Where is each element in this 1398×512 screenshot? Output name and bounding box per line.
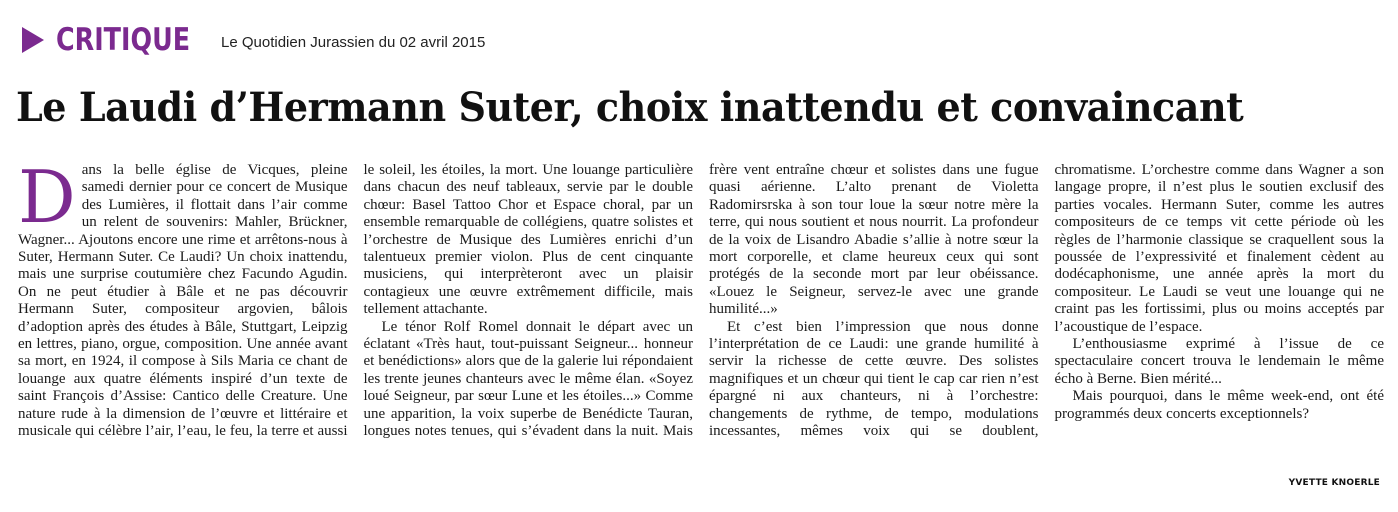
article-body (18, 155, 1384, 492)
article-paragraph: Et c’est bien l’impression que nous donne l’interprétation de ce Laudi: une grande humilité à servir la richesse de cette œuvre. Des solistes magnifiques et un chœur qui tient le cap car rien n’est épargné ni aux chanteurs, ni à l’orchestre: changements de rythme, de tempo, modulations incessantes, mêmes voix qui se doublent, chromatisme. L’orchestre comme dans Wagner a son langage propre, il n’est plus le soutien exclusif des parties vocales. Hermann Suter, comme les autres compositeurs de ce temps vit cette période où les règles de l’harmonie classique se craquellent sous la poussée de l’expressivité et finalement cèdent au dodécaphonisme, une année après la mort du compositeur. Le Laudi se veut une louange qui ne craint pas les fortissimi, plus ou moins acceptés par l’acoustique de l’espace. (709, 162, 1384, 440)
article-paragraph: Le ténor Rolf Romel donnait le départ avec un éclatant «Très haut, tout-puissant Seigneur... honneur et benédictions» alors que de la galerie lui répondaient les trente jeunes chanteurs avec le même élan. «Soyez loué Seigneur, par sœur Lune et les étoiles...» Comme une apparition, la voix superbe de Benédicte Tauran, longues notes tenues, qui s’évadent dans la nuit. Mais frère vent entraîne chœur et solistes dans une fugue quasi aérienne. L’alto prenant de Violetta Radomirsrska à son tour loue la sœur notre mère la terre, qui nous soutient et nous nourrit. La profondeur de la voix de Lisandro Abadie s’allie à notre sœur la mort corporelle, et clame heureux ceux qui sont protégés de la seconde mort par leur obéissance. «Louez le Seigneur, servez-le avec une grande humilité...» (363, 162, 1039, 440)
section-kicker (22, 22, 220, 58)
drop-cap: D (18, 155, 76, 239)
play-arrow-icon (22, 27, 44, 53)
article-headline: Le Laudi d’Hermann Suter, choix inattendu et convaincant (16, 84, 1244, 131)
article-paragraph: L’enthousiasme exprimé à l’issue de ce spectaculaire concert trouva le lendemain le même écho à Berne. Bien mérité... (1054, 336, 1384, 387)
publication-source: Le Quotidien Jurassien du 02 avril 2015 (221, 34, 486, 51)
byline: YVETTE KNOERLE (1288, 478, 1380, 488)
paragraph-text: ans la belle église de Vicques, pleine samedi dernier pour ce concert de Musique des Lumières, il flottait dans l’air comme un relent de souvenirs: Mahler, Brückner, Wagner... Ajoutons encore une rime et arrêtons-nous à Suter, Hermann Suter. Ce Laudi? Un choix inattendu, mais une surprise coutumière chez Facundo Agudin. On ne peut étudier à Bâle et ne pas découvrir Hermann Suter, compositeur argovien, bâlois d’adoption après des études à Bâle, Stuttgart, Leipzig en lettres, piano, orgue, composition. Une année avant sa mort, en 1924, il compose à Sils Maria ce chant de louange aux quatre éléments inspiré d’un texte de saint François d’Assise: Cantico delle Creature. Une nature rude à la dimension de l’œuvre et littéraire et musicale qui célèbre l’air, l’eau, le feu, la terre et aussi le soleil, les étoiles, la mort. Une louange particulière dans chacun des neuf tableaux, servie par le double chœur: Basel Tattoo Chor et Espace choral, par un ensemble remarquable de collégiens, quatre solistes et l’orchestre de Musique des Lumières enrichi d’un talentueux premier violon. Plus de cent cinquante musiciens, qui interprèteront avec un plaisir contagieux une œuvre extrêmement difficile, mais tellement attachante. (18, 162, 693, 440)
article-paragraph: Mais pourquoi, dans le même week-end, ont été programmés deux concerts exceptionnels? (1054, 388, 1384, 422)
section-label: CRITIQUE (56, 22, 191, 58)
